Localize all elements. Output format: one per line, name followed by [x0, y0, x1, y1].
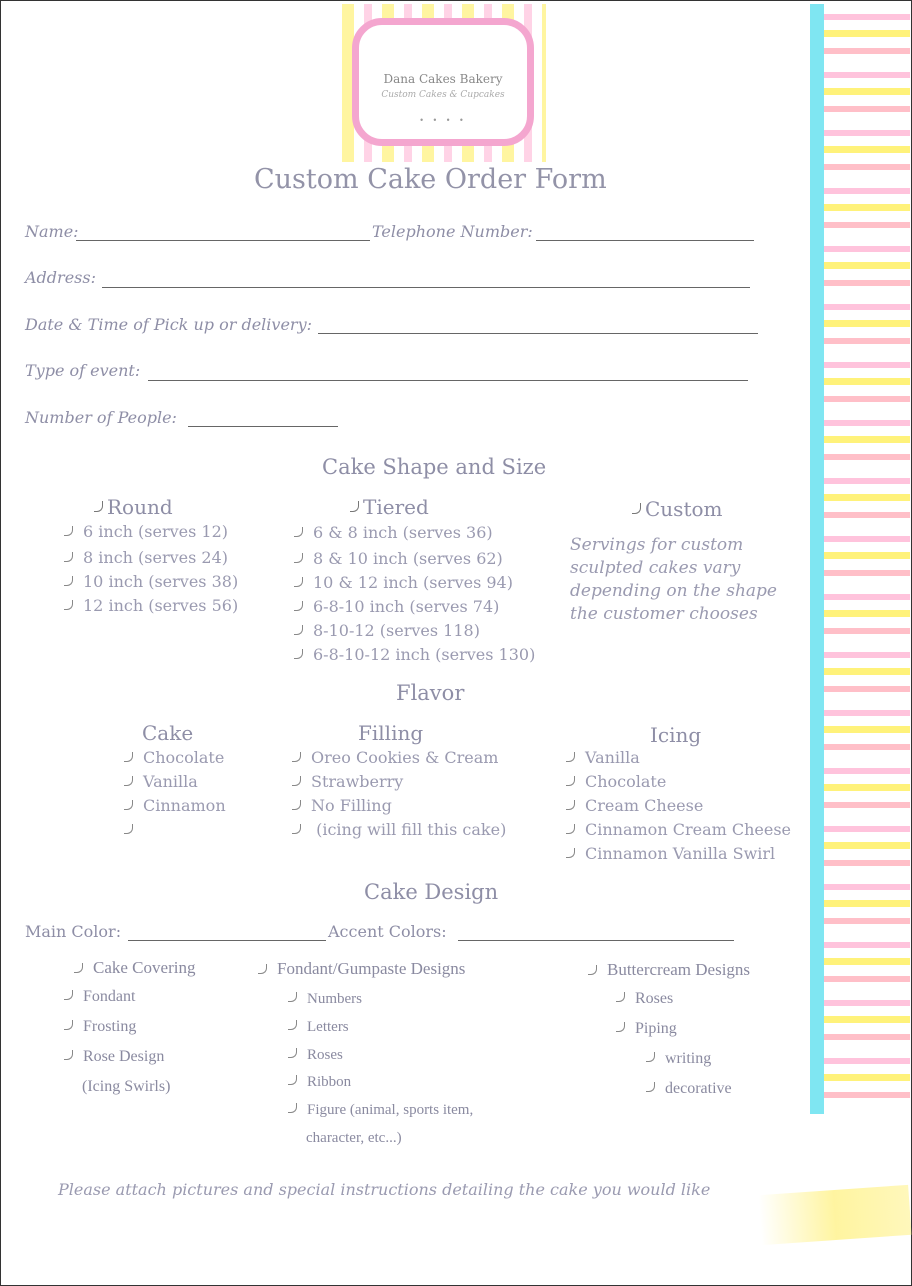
checkbox-icon[interactable] — [616, 1022, 625, 1032]
fondant-extra: character, etc...) — [306, 1130, 402, 1146]
buttercream-option[interactable]: Roses — [616, 990, 673, 1008]
tiered-option[interactable]: 6-8-10-12 inch (serves 130) — [294, 645, 535, 664]
address-line[interactable] — [102, 287, 750, 288]
buttercream-option[interactable]: Piping — [616, 1020, 677, 1038]
shape-size-heading: Cake Shape and Size — [322, 455, 547, 479]
icing-option[interactable]: Vanilla — [566, 748, 640, 767]
logo-subtitle: Custom Cakes & Cupcakes — [381, 90, 505, 100]
checkbox-icon[interactable] — [124, 800, 133, 810]
checkbox-icon[interactable] — [94, 501, 103, 512]
filling-option[interactable]: (icing will fill this cake) — [292, 820, 506, 839]
checkbox-icon[interactable] — [566, 824, 575, 834]
filling-heading: Filling — [358, 721, 424, 745]
checkbox-icon[interactable] — [350, 501, 359, 512]
checkbox-icon[interactable] — [258, 964, 267, 974]
checkbox-icon[interactable] — [294, 649, 303, 659]
round-option[interactable]: 6 inch (serves 12) — [64, 522, 228, 541]
checkbox-icon[interactable] — [292, 752, 301, 762]
covering-option[interactable]: Frosting — [64, 1018, 136, 1036]
fondant-option[interactable]: Figure (animal, sports item, — [288, 1102, 473, 1119]
cake-flavor-option[interactable]: Cinnamon — [124, 796, 226, 815]
people-line[interactable] — [188, 426, 338, 427]
tiered-option[interactable]: 8-10-12 (serves 118) — [294, 621, 480, 640]
name-line[interactable] — [76, 240, 370, 241]
decorative-stripes — [810, 4, 910, 1114]
round-option[interactable]: 10 inch (serves 38) — [64, 572, 238, 591]
flavor-heading: Flavor — [396, 681, 465, 705]
round-option[interactable]: 12 inch (serves 56) — [64, 596, 238, 615]
checkbox-icon[interactable] — [294, 625, 303, 635]
cake-covering-heading[interactable]: Cake Covering — [74, 958, 195, 978]
logo-name: Dana Cakes Bakery — [383, 72, 503, 86]
checkbox-icon[interactable] — [288, 992, 297, 1002]
cake-flavor-option[interactable] — [124, 820, 143, 839]
checkbox-icon[interactable] — [288, 1020, 297, 1030]
cake-flavor-option[interactable]: Vanilla — [124, 772, 198, 791]
checkbox-icon[interactable] — [74, 963, 83, 973]
tiered-option[interactable]: 8 & 10 inch (serves 62) — [294, 549, 503, 568]
checkbox-icon[interactable] — [288, 1103, 297, 1113]
icing-option[interactable]: Cream Cheese — [566, 796, 703, 815]
checkbox-icon[interactable] — [294, 577, 303, 587]
fondant-option[interactable]: Numbers — [288, 991, 362, 1008]
checkbox-icon[interactable] — [566, 848, 575, 858]
checkbox-icon[interactable] — [646, 1052, 655, 1062]
custom-note: Servings for custom sculpted cakes vary depending on the shape the customer chooses — [570, 535, 777, 624]
checkbox-icon[interactable] — [294, 553, 303, 563]
checkbox-icon[interactable] — [646, 1082, 655, 1092]
people-label: Number of People: — [25, 408, 177, 427]
decorative-stripe-tail — [758, 1185, 911, 1245]
accent-colors-line[interactable] — [458, 940, 734, 941]
logo-dots: • • • • — [419, 116, 467, 125]
checkbox-icon[interactable] — [288, 1075, 297, 1085]
cake-flavor-option[interactable]: Chocolate — [124, 748, 224, 767]
checkbox-icon[interactable] — [566, 752, 575, 762]
icing-heading: Icing — [650, 723, 702, 747]
icing-option[interactable]: Chocolate — [566, 772, 666, 791]
main-color-label: Main Color: — [25, 922, 122, 941]
tiered-option[interactable]: 6-8-10 inch (serves 74) — [294, 597, 499, 616]
round-heading[interactable]: Round — [94, 495, 173, 519]
covering-extra: (Icing Swirls) — [82, 1078, 171, 1095]
tiered-heading[interactable]: Tiered — [350, 495, 429, 519]
filling-option[interactable]: Strawberry — [292, 772, 403, 791]
checkbox-icon[interactable] — [292, 776, 301, 786]
fondant-option[interactable]: Roses — [288, 1047, 343, 1064]
accent-colors-label: Accent Colors: — [328, 922, 447, 941]
piping-option[interactable]: writing — [646, 1050, 711, 1068]
checkbox-icon[interactable] — [588, 965, 597, 975]
checkbox-icon[interactable] — [64, 990, 73, 1000]
address-label: Address: — [25, 268, 96, 287]
telephone-label: Telephone Number: — [372, 222, 533, 241]
checkbox-icon[interactable] — [64, 1050, 73, 1060]
checkbox-icon[interactable] — [124, 824, 133, 834]
cake-flavor-heading: Cake — [142, 721, 194, 745]
icing-option[interactable]: Cinnamon Vanilla Swirl — [566, 844, 775, 863]
custom-heading[interactable]: Custom — [632, 497, 723, 521]
checkbox-icon[interactable] — [64, 552, 73, 562]
date-time-line[interactable] — [318, 333, 758, 334]
checkbox-icon[interactable] — [294, 527, 303, 537]
main-color-line[interactable] — [128, 940, 326, 941]
checkbox-icon[interactable] — [64, 526, 73, 536]
footer-note: Please attach pictures and special instructions detailing the cake you would like — [58, 1180, 711, 1199]
event-type-line[interactable] — [148, 380, 748, 381]
name-label: Name: — [25, 222, 79, 241]
checkbox-icon[interactable] — [124, 776, 133, 786]
checkbox-icon[interactable] — [288, 1048, 297, 1058]
filling-option[interactable]: Oreo Cookies & Cream — [292, 748, 498, 767]
checkbox-icon[interactable] — [566, 776, 575, 786]
buttercream-heading[interactable]: Buttercream Designs — [588, 960, 750, 980]
checkbox-icon[interactable] — [616, 992, 625, 1002]
telephone-line[interactable] — [536, 240, 754, 241]
covering-option[interactable]: Rose Design — [64, 1048, 164, 1066]
design-heading: Cake Design — [364, 880, 499, 904]
form-title: Custom Cake Order Form — [254, 164, 607, 195]
event-type-label: Type of event: — [25, 361, 141, 380]
checkbox-icon[interactable] — [124, 752, 133, 762]
checkbox-icon[interactable] — [632, 503, 641, 514]
checkbox-icon[interactable] — [64, 600, 73, 610]
filling-option[interactable]: No Filling — [292, 796, 392, 815]
tiered-option[interactable]: 10 & 12 inch (serves 94) — [294, 573, 513, 592]
piping-option[interactable]: decorative — [646, 1080, 732, 1098]
round-option[interactable]: 8 inch (serves 24) — [64, 548, 228, 567]
checkbox-icon[interactable] — [64, 576, 73, 586]
date-time-label: Date & Time of Pick up or delivery: — [25, 315, 312, 334]
fondant-option[interactable]: Letters — [288, 1019, 349, 1036]
fondant-heading[interactable]: Fondant/Gumpaste Designs — [258, 959, 465, 979]
fondant-option[interactable]: Ribbon — [288, 1074, 351, 1091]
checkbox-icon[interactable] — [64, 1020, 73, 1030]
checkbox-icon[interactable] — [566, 800, 575, 810]
checkbox-icon[interactable] — [292, 800, 301, 810]
covering-option[interactable]: Fondant — [64, 988, 135, 1006]
checkbox-icon[interactable] — [292, 824, 301, 834]
icing-option[interactable]: Cinnamon Cream Cheese — [566, 820, 791, 839]
tiered-option[interactable]: 6 & 8 inch (serves 36) — [294, 523, 493, 542]
checkbox-icon[interactable] — [294, 601, 303, 611]
